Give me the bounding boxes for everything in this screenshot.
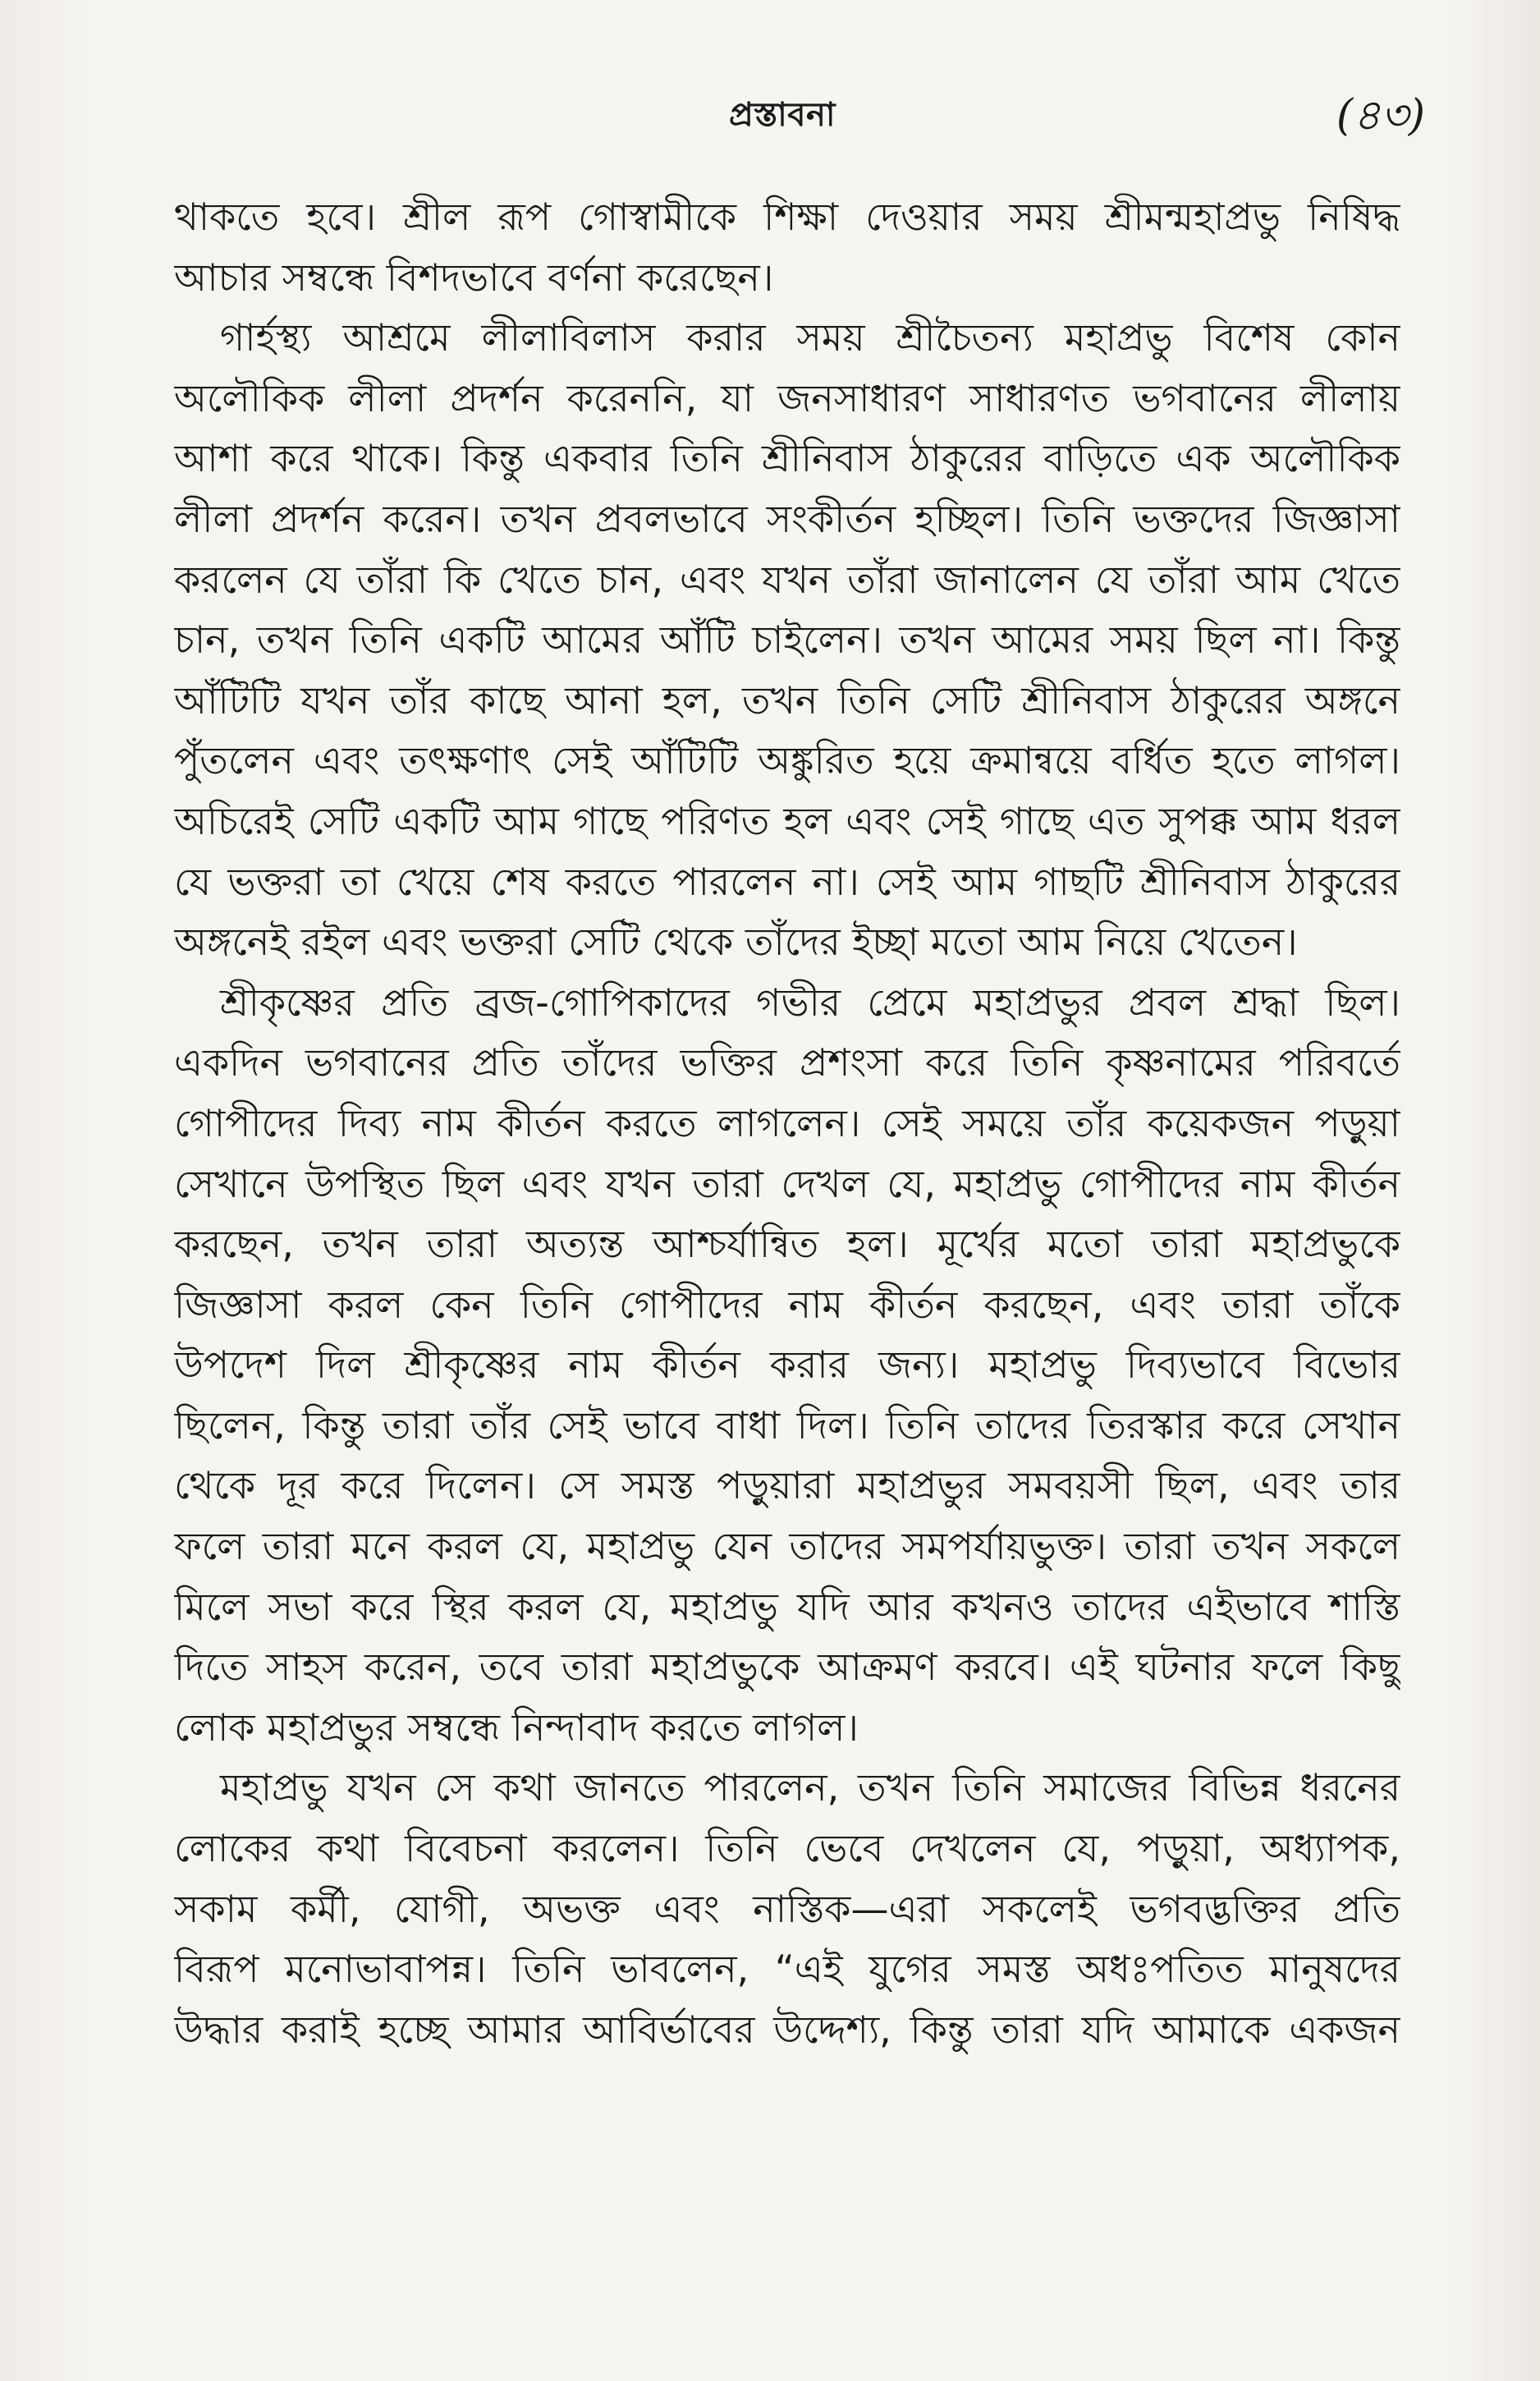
text-line: অচিরেই সেটি একটি আম গাছে পরিণত হল এবং সেই গাছে এত সুপক্ক আম ধরল [174,798,1400,843]
paragraph [174,1758,1400,2060]
text-line: মহাপ্রভু যখন সে কথা জানতে পারলেন, তখন তিনি সমাজের বিভিন্ন ধরনের [220,1765,1400,1810]
text-line: ফলে তারা মনে করল যে, মহাপ্রভু যেন তাদের সমপর্যায়ভুক্ত। তারা তখন সকলে [174,1524,1400,1569]
running-header [0,79,1540,153]
text-line: চান, তখন তিনি একটি আমের আঁটি চাইলেন। তখন আমের সময় ছিল না। কিন্তু [174,617,1400,663]
text-line: থাকতে হবে। শ্রীল রূপ গোস্বামীকে শিক্ষা দেওয়ার সময় শ্রীমন্মহাপ্রভু নিষিদ্ধ [174,195,1400,239]
text-line: যে ভক্তরা তা খেয়ে শেষ করতে পারলেন না। সেই আম গাছটি শ্রীনিবাস ঠাকুরের [174,859,1400,904]
text-line: গার্হস্থ্য আশ্রমে লীলাবিলাস করার সময় শ্রীচৈতন্য মহাপ্রভু বিশেষ কোন [220,315,1400,360]
text-line: দিতে সাহস করেন, তবে তারা মহাপ্রভুকে আক্রমণ করবে। এই ঘটনার ফলে কিছু [174,1645,1400,1690]
text-line: উদ্ধার করাই হচ্ছে আমার আবির্ভাবের উদ্দেশ্য, কিন্তু তারা যদি আমাকে একজন [174,2007,1400,2052]
page-number: (৪৩) [1336,91,1425,140]
paragraph [174,187,1400,308]
text-line: থেকে দূর করে দিলেন। সে সমস্ত পড়ুয়ারা মহাপ্রভুর সমবয়সী ছিল, এবং তার [174,1463,1400,1508]
paragraph [174,308,1400,973]
text-line: পুঁতলেন এবং তৎক্ষণাৎ সেই আঁটিটি অঙ্কুরিত হয়ে ক্রমান্বয়ে বর্ধিত হতে লাগল। [174,738,1400,783]
text-line: ছিলেন, কিন্তু তারা তাঁর সেই ভাবে বাধা দিল। তিনি তাদের তিরস্কার করে সেখান [174,1402,1400,1447]
running-title: প্রস্তাবনা [729,96,836,134]
text-line: লোকের কথা বিবেচনা করলেন। তিনি ভেবে দেখলেন যে, পড়ুয়া, অধ্যাপক, [174,1826,1400,1871]
text-line: আশা করে থাকে। কিন্তু একবার তিনি শ্রীনিবাস ঠাকুরের বাড়িতে এক অলৌকিক [174,436,1400,481]
text-line: বিরূপ মনোভাবাপন্ন। তিনি ভাবলেন, “এই যুগের সমস্ত অধঃপতিত মানুষদের [174,1947,1400,1992]
text-line: উপদেশ দিল শ্রীকৃষ্ণের নাম কীর্তন করার জন্য। মহাপ্রভু দিব্যভাবে বিভোর [174,1342,1400,1388]
body-text [174,187,1400,2060]
text-line: মিলে সভা করে স্থির করল যে, মহাপ্রভু যদি আর কখনও তাদের এইভাবে শাস্তি [174,1584,1400,1629]
text-line: শ্রীকৃষ্ণের প্রতি ব্রজ-গোপিকাদের গভীর প্রেমে মহাপ্রভুর প্রবল শ্রদ্ধা ছিল। [220,979,1400,1025]
text-line: সকাম কর্মী, যোগী, অভক্ত এবং নাস্তিক—এরা সকলেই ভগবদ্ভক্তির প্রতি [174,1886,1400,1931]
text-line: অঙ্গনেই রইল এবং ভক্তরা সেটি থেকে তাঁদের ইচ্ছা মতো আম নিয়ে খেতেন। [174,920,1298,965]
text-line: জিজ্ঞাসা করল কেন তিনি গোপীদের নাম কীর্তন করছেন, এবং তারা তাঁকে [174,1282,1400,1327]
text-line: লোক মহাপ্রভুর সম্বন্ধে নিন্দাবাদ করতে লাগল। [174,1704,859,1750]
text-line: করছেন, তখন তারা অত্যন্ত আশ্চর্যান্বিত হল। মূর্খের মতো তারা মহাপ্রভুকে [174,1222,1400,1267]
text-line: করলেন যে তাঁরা কি খেতে চান, এবং যখন তাঁরা জানালেন যে তাঁরা আম খেতে [174,557,1400,602]
text-line: একদিন ভগবানের প্রতি তাঁদের ভক্তির প্রশংসা করে তিনি কৃষ্ণনামের পরিবর্তে [174,1040,1400,1085]
text-line: গোপীদের দিব্য নাম কীর্তন করতে লাগলেন। সেই সময়ে তাঁর কয়েকজন পড়ুয়া [174,1100,1400,1145]
paragraph [174,973,1400,1759]
text-line: লীলা প্রদর্শন করেন। তখন প্রবলভাবে সংকীর্তন হচ্ছিল। তিনি ভক্তদের জিজ্ঞাসা [174,496,1400,541]
text-line: অলৌকিক লীলা প্রদর্শন করেননি, যা জনসাধারণ সাধারণত ভগবানের লীলায় [174,375,1400,420]
text-line: আঁটিটি যখন তাঁর কাছে আনা হল, তখন তিনি সেটি শ্রীনিবাস ঠাকুরের অঙ্গনে [174,677,1400,723]
text-line: আচার সম্বন্ধে বিশদভাবে বর্ণনা করেছেন। [174,255,774,300]
text-line: সেখানে উপস্থিত ছিল এবং যখন তারা দেখল যে, মহাপ্রভু গোপীদের নাম কীর্তন [174,1161,1400,1206]
